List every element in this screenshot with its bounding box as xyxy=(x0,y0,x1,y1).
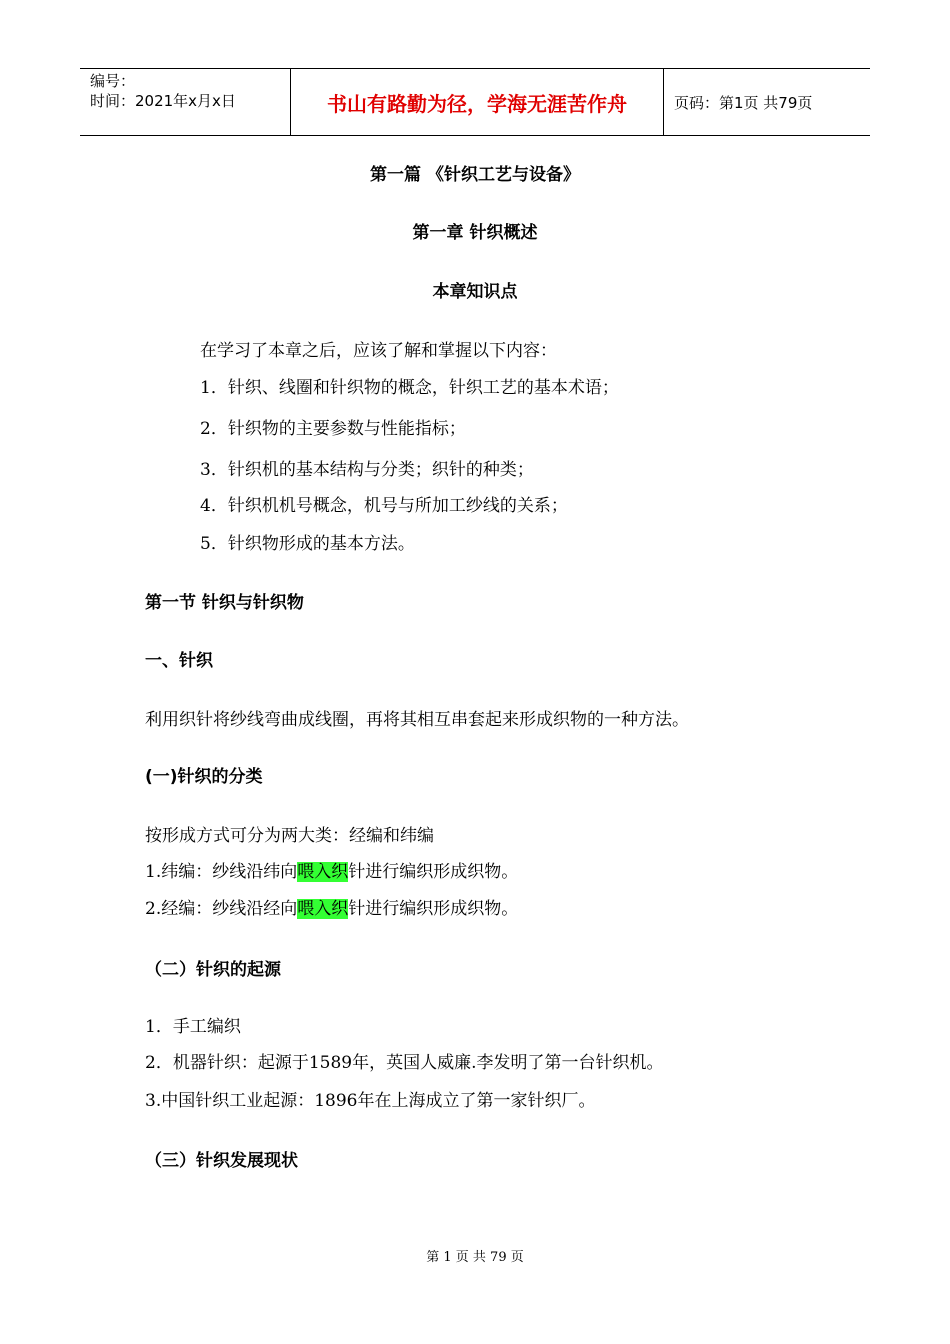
intro-item: 5．针织物形成的基本方法。 xyxy=(200,534,415,554)
motto: 书山有路勤为径，学海无涯苦作舟 xyxy=(291,69,664,136)
part-title: 第一篇 《针织工艺与设备》 xyxy=(370,165,580,185)
chapter-title: 第一章 针织概述 xyxy=(412,223,538,243)
development-title: （三）针织发展现状 xyxy=(145,1151,298,1171)
weft-highlight: 喂入织 xyxy=(297,862,349,882)
knowledge-title: 本章知识点 xyxy=(432,282,518,302)
classification-lead: 按形成方式可分为两大类：经编和纬编 xyxy=(145,826,434,846)
warp-highlight: 喂入织 xyxy=(297,899,349,919)
weft-knitting-line xyxy=(145,857,518,882)
origin-item: 2．机器针织：起源于1589年，英国人威廉.李发明了第一台针织机。 xyxy=(145,1053,664,1073)
intro-item: 4．针织机机号概念，机号与所加工纱线的关系； xyxy=(200,496,568,516)
origin-title: （二）针织的起源 xyxy=(145,960,281,980)
page-footer: 第 1 页 共 79 页 xyxy=(426,1250,524,1265)
weft-pre: 1.纬编：纱线沿纬向 xyxy=(145,862,298,882)
number-label: 编号： xyxy=(90,72,136,90)
document-header xyxy=(80,68,870,136)
classification-title: (一)针织的分类 xyxy=(145,767,263,787)
intro-item: 3．针织机的基本结构与分类；织针的种类； xyxy=(200,460,534,480)
intro-item: 2．针织物的主要参数与性能指标； xyxy=(200,419,466,439)
time-label: 时间：2021年x月x日 xyxy=(90,92,236,110)
section-title: 第一节 针织与针织物 xyxy=(145,593,304,613)
origin-item: 1．手工编织 xyxy=(145,1017,241,1037)
warp-post: 针进行编织形成织物。 xyxy=(348,899,519,919)
page-info: 页码：第1页 共79页 xyxy=(664,69,871,136)
weft-post: 针进行编织形成织物。 xyxy=(348,862,519,882)
subsection-knitting: 一、针织 xyxy=(145,651,213,671)
knitting-definition: 利用织针将纱线弯曲成线圈，再将其相互串套起来形成织物的一种方法。 xyxy=(145,710,689,730)
intro-item: 1．针织、线圈和针织物的概念，针织工艺的基本术语； xyxy=(200,378,619,398)
intro-lead: 在学习了本章之后，应该了解和掌握以下内容： xyxy=(200,341,557,361)
warp-knitting-line xyxy=(145,894,518,919)
warp-pre: 2.经编：纱线沿经向 xyxy=(145,899,298,919)
origin-item: 3.中国针织工业起源：1896年在上海成立了第一家针织厂。 xyxy=(145,1091,596,1111)
header-left-cell xyxy=(80,69,291,136)
